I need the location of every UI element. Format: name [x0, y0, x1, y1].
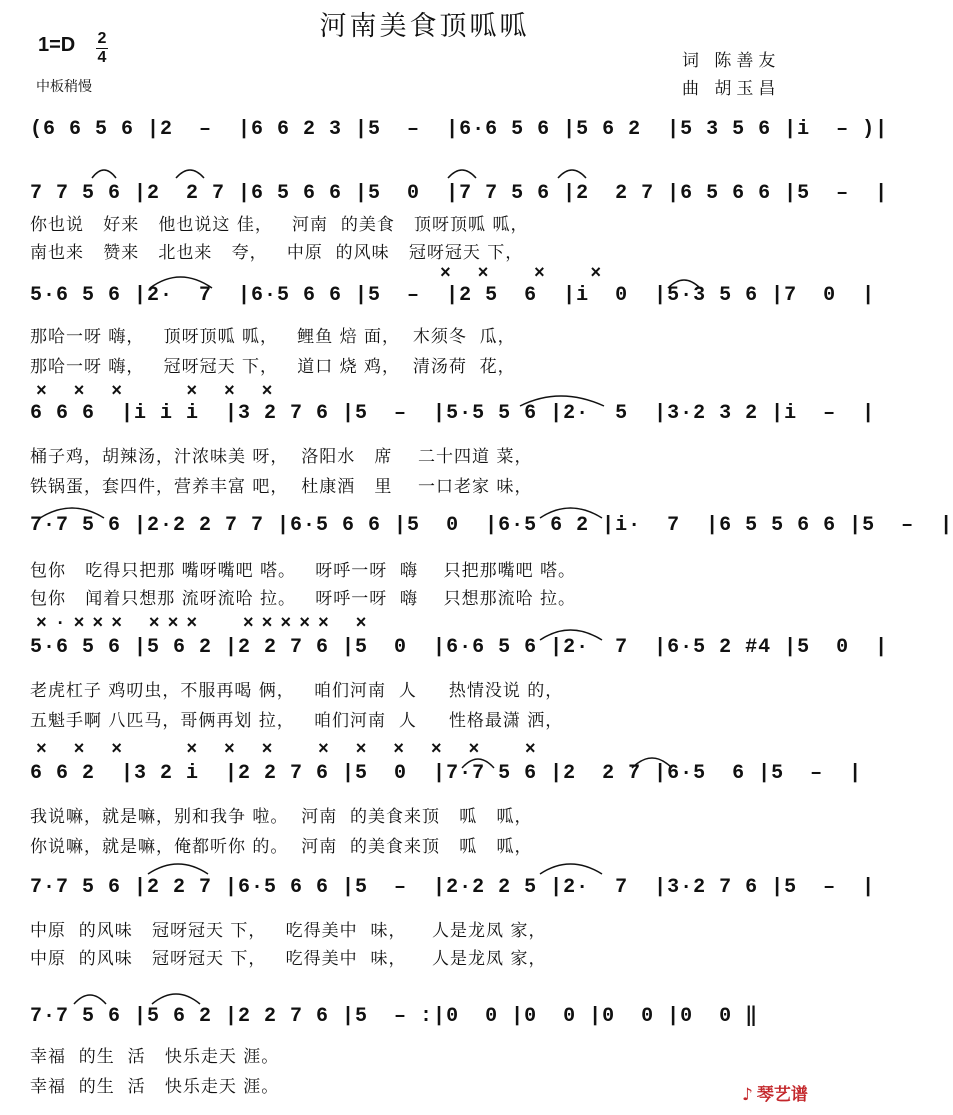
score-row — [0, 376, 876, 497]
notation-line: 5·6 5 6 |2· 7 |6·5 6 6 |5 – |2 5 6 |i 0 |5·3 5 6 |7 0 | — [30, 284, 876, 307]
lyric-verse-2: 幸福 的生 活 快乐走天 涯。 — [30, 1077, 280, 1097]
lyric-verse-2: 铁锅蛋，套四件，营养丰富 吧， 杜康酒 里 一口老家 味， — [30, 477, 533, 497]
time-signature-top: 2 — [97, 30, 107, 47]
lyric-verse-1: 中原 的风味 冠呀冠天 下， 吃得美中 味， 人是龙凤 家， — [30, 921, 547, 941]
lyric-verse-2: 中原 的风味 冠呀冠天 下， 吃得美中 味， 人是龙凤 家， — [30, 949, 547, 969]
tempo-marking: 中板稍慢 — [36, 79, 92, 95]
score-row — [0, 736, 863, 857]
lyric-verse-2: 那哈一呀 嗨， 冠呀冠天 下， 道口 烧 鸡， 清汤荷 花， — [30, 357, 516, 377]
lyric-verse-1: 幸福 的生 活 快乐走天 涯。 — [30, 1047, 280, 1067]
percussion-marks: × × × × — [440, 264, 610, 284]
percussion-marks: × × × × × × — [36, 382, 281, 402]
song-title: 河南美食顶呱呱 — [319, 11, 530, 42]
time-signature-bottom: 4 — [97, 49, 107, 66]
lyric-verse-1: 包你 吃得只把那 嘴呀嘴吧 嗒。 呀呼一呀 嗨 只把那嘴吧 嗒。 — [30, 561, 577, 581]
lyric-verse-1: 桶子鸡，胡辣汤，汁浓味美 呀， 洛阳水 席 二十四道 菜， — [30, 447, 533, 467]
notation-line: 7·7 5 6 |2·2 2 7 7 |6·5 6 6 |5 0 |6·5 6 2 |i· 7 |6 5 5 6 6 |5 – | — [30, 514, 953, 537]
score-row — [0, 496, 953, 609]
notation-line: 7·7 5 6 |2 2 7 |6·5 6 6 |5 – |2·2 2 5 |2· 7 |3·2 7 6 |5 – | — [30, 876, 876, 899]
lyric-verse-2: 五魁手啊 八匹马，哥俩再划 拉， 咱们河南 人 性格最潇 洒， — [30, 711, 564, 731]
percussion-marks: × × × × × × × × × × × × — [36, 740, 544, 760]
notation-line: 7 7 5 6 |2 2 7 |6 5 6 6 |5 0 |7 7 5 6 |2 2 7 |6 5 6 6 |5 – | — [30, 182, 889, 205]
site-logo-text: 琴艺谱 — [756, 1085, 808, 1105]
score-row — [0, 262, 876, 377]
notation-line: 6 6 2 |3 2 i |2 2 7 6 |5 0 |7·7 5 6 |2 2 7 |6·5 6 |5 – | — [30, 762, 863, 785]
score-row — [0, 78, 889, 148]
score-row — [0, 862, 876, 969]
lyric-verse-2: 包你 闻着只想那 流呀流哈 拉。 呀呼一呀 嗨 只想那流哈 拉。 — [30, 589, 577, 609]
time-signature — [96, 31, 108, 66]
composer-credit: 曲 胡玉昌 — [682, 79, 781, 99]
notation-line: 6 6 6 |i i i |3 2 7 6 |5 – |5·5 5 6 |2· 5 |3·2 3 2 |i – | — [30, 402, 876, 425]
lyric-verse-1: 你也说 好来 他也说这 佳， 河南 的美食 顶呀顶呱 呱， — [30, 215, 529, 235]
lyric-verse-1: 那哈一呀 嗨， 顶呀顶呱 呱， 鲤鱼 焙 面， 木须冬 瓜， — [30, 327, 516, 347]
lyric-verse-1: 我说嘛，就是嘛，别和我争 啦。 河南 的美食来顶 呱 呱， — [30, 807, 533, 827]
notation-line: 7·7 5 6 |5 6 2 |2 2 7 6 |5 – :|0 0 |0 0 |0 0 |0 0 ‖ — [30, 1005, 759, 1028]
score-row — [0, 610, 889, 731]
notation-line: 5·6 5 6 |5 6 2 |2 2 7 6 |5 0 |6·6 5 6 |2· 7 |6·5 2 #4 |5 0 | — [30, 636, 889, 659]
site-logo — [742, 1080, 808, 1105]
lyric-verse-2: 南也来 赞来 北也来 夸， 中原 的风味 冠呀冠天 下， — [30, 243, 524, 263]
notation-line: (6 6 5 6 |2 – |6 6 2 3 |5 – |6·6 5 6 |5 6 2 |5 3 5 6 |i – )| — [30, 118, 889, 141]
score-row — [0, 142, 889, 263]
lyricist-credit: 词 陈善友 — [682, 51, 781, 71]
percussion-marks: ×·××× ××× ××××× × — [36, 614, 375, 634]
music-note-icon: ♪ — [742, 1085, 753, 1105]
lyric-verse-2: 你说嘛，就是嘛，俺都听你 的。 河南 的美食来顶 呱 呱， — [30, 837, 533, 857]
lyric-verse-1: 老虎杠子 鸡叨虫，不服再喝 俩， 咱们河南 人 热情没说 的， — [30, 681, 564, 701]
key-signature: 1=D — [38, 34, 76, 56]
